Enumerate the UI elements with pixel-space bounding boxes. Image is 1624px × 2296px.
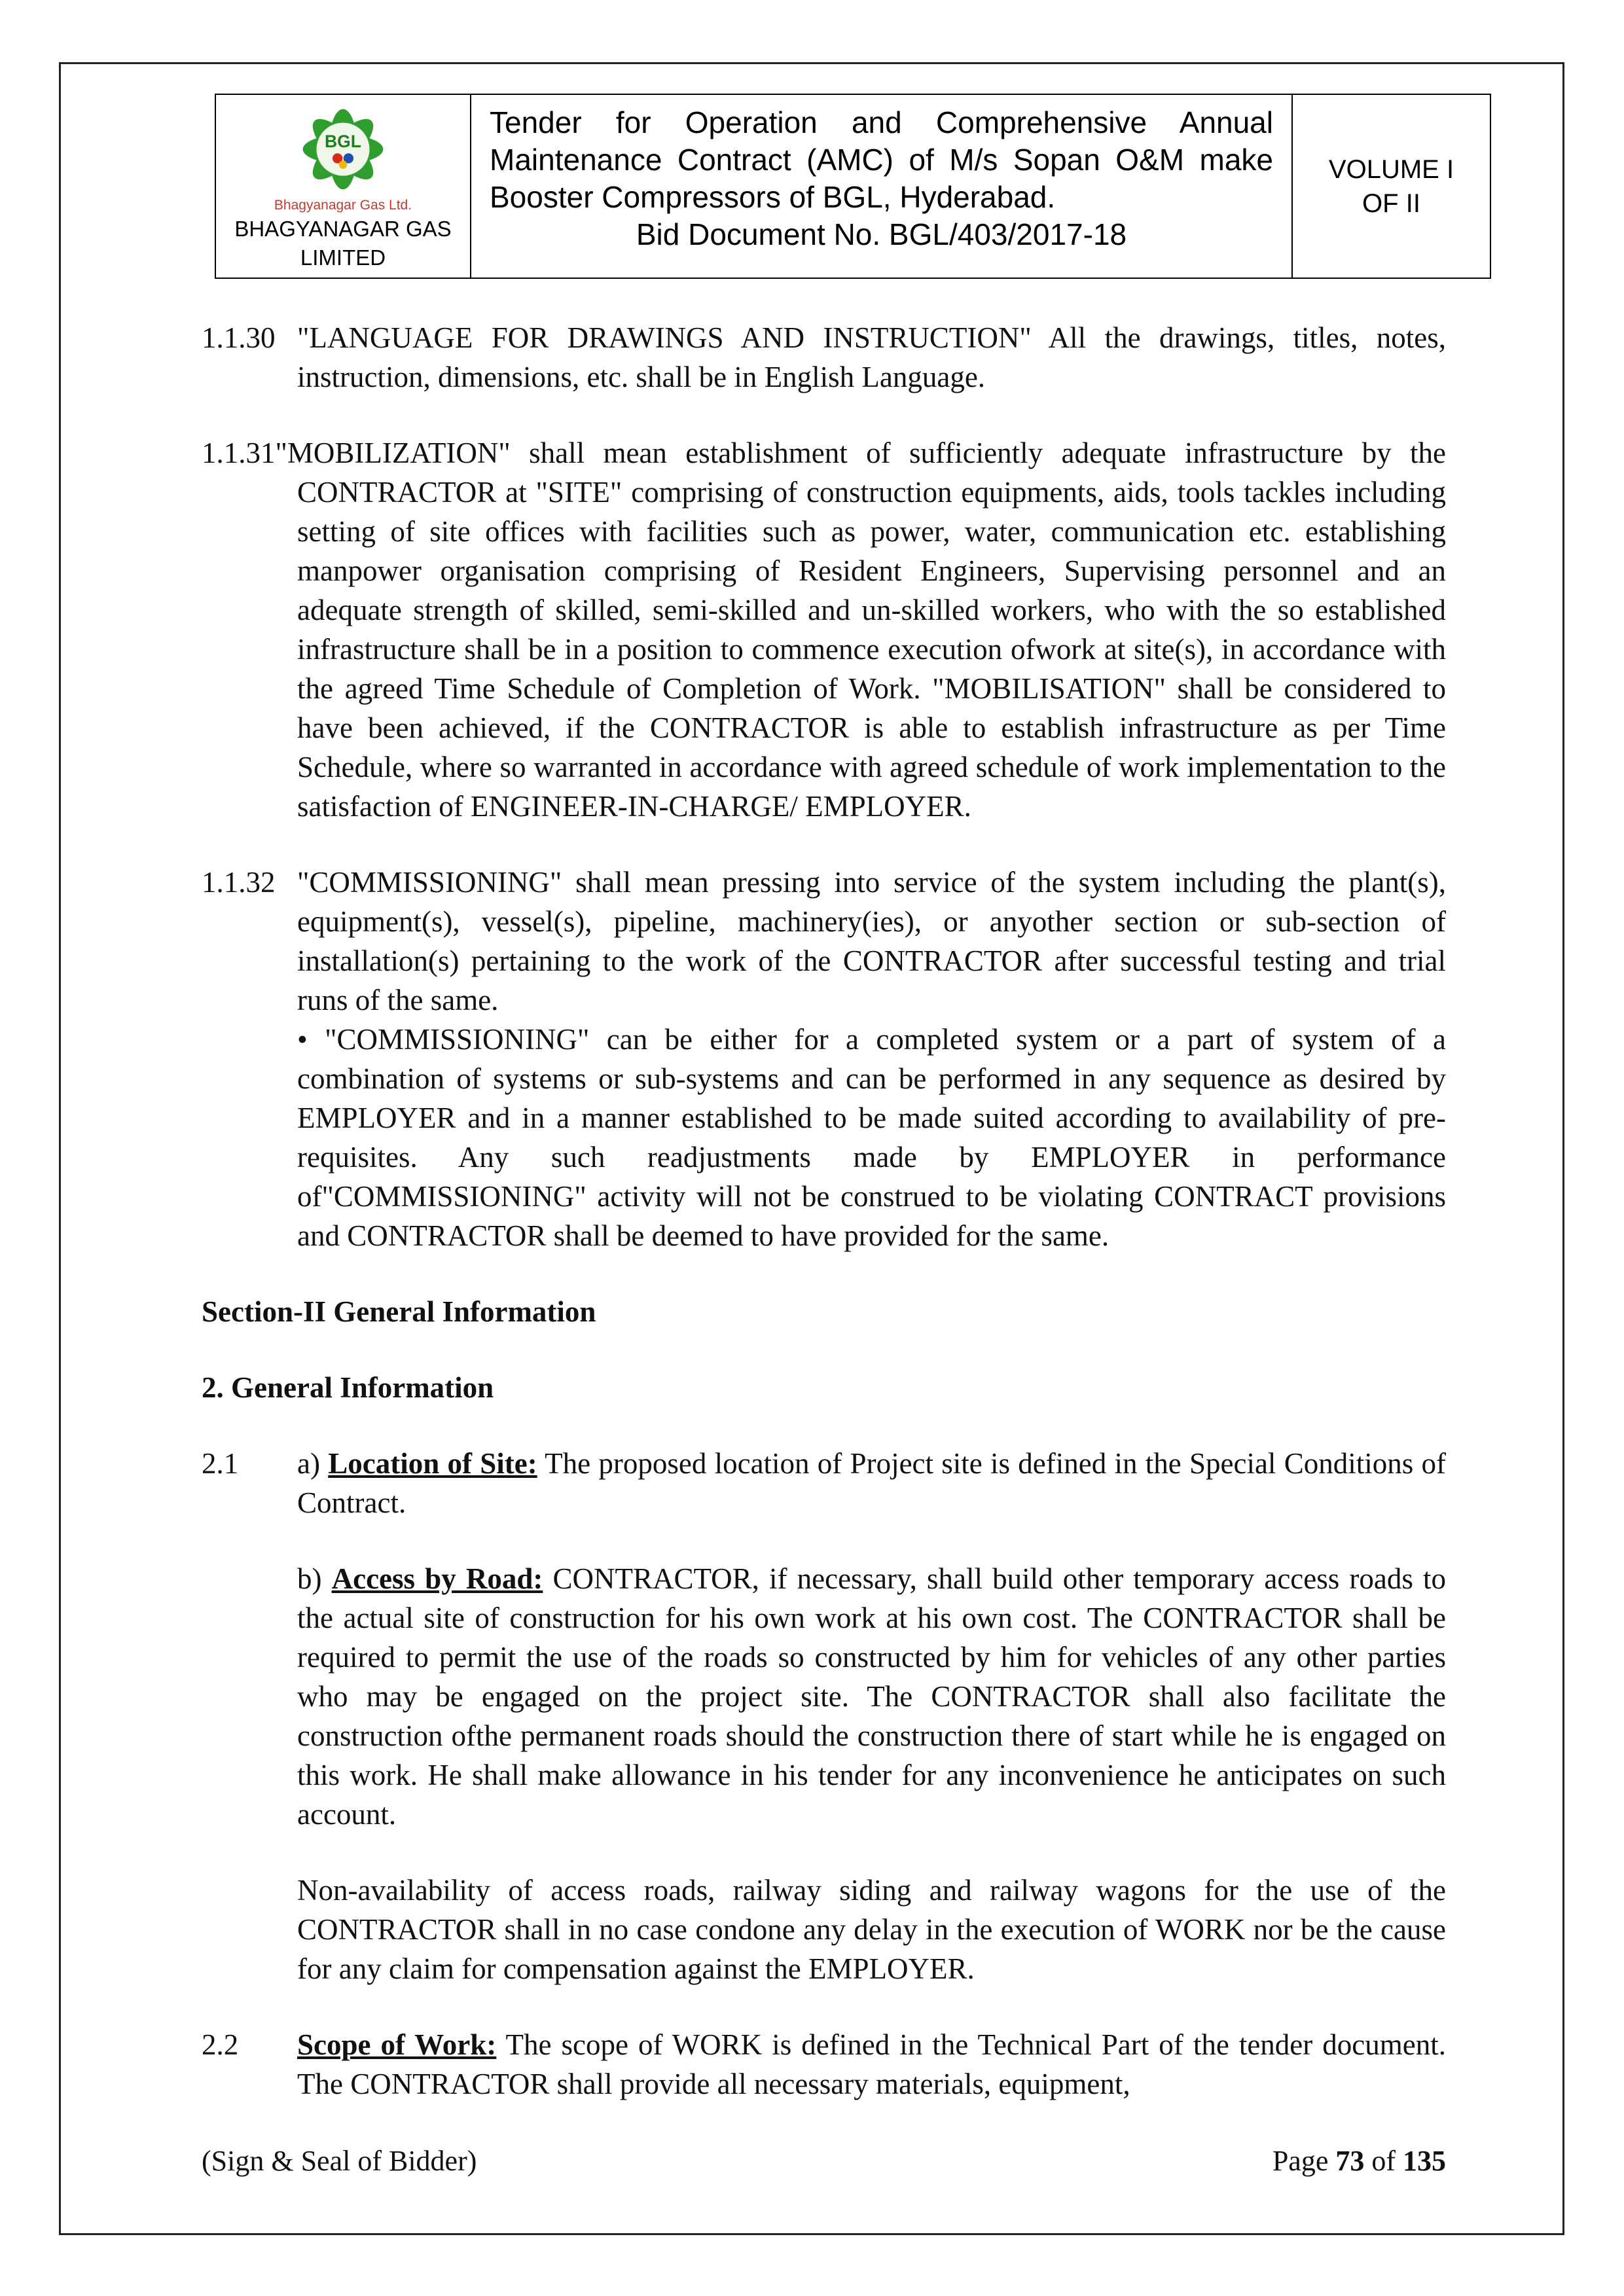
clause-body: "MOBILIZATION" shall mean establishment of sufficiently adequate infrastructure by the CONTRACTOR at "SITE" comprising of construction equipments, aids, tools tackles including setting of site offices with facilities such as power, water, communication etc. establishing manpower organisation comprising of Resident Engineers, Supervising personnel and an adequate strength of skilled, semi-skilled and un-skilled workers, who with the so established infrastructure shall be in a position to commence execution ofwork at site(s), in accordance with the agreed Time Schedule of Completion of Work. "MOBILISATION" shall be considered to have been achieved, if the CONTRACTOR is able to establish infrastructure as per Time Schedule, where so warranted in accordance with agreed schedule of work implementation to the satisfaction of ENGINEER-IN-CHARGE/ EMPLOYER. <box>275 437 1446 823</box>
item-prefix: b) <box>297 1562 332 1595</box>
document-body <box>202 318 1446 2104</box>
svg-text:BGL: BGL <box>325 132 361 152</box>
document-header <box>215 94 1491 279</box>
logo-tagline: Bhagyanagar Gas Ltd. <box>274 198 412 213</box>
clause-text: "LANGUAGE FOR DRAWINGS AND INSTRUCTION" All the drawings, titles, notes, instruction, dimensions, etc. shall be in English Language. <box>297 321 1446 393</box>
general-info-heading: 2. General Information <box>202 1371 494 1404</box>
page-indicator <box>1272 2144 1446 2178</box>
item-text: The proposed location of Project site is defined in the Special Conditions of Contract. <box>297 1447 1446 1519</box>
item-text: The scope of WORK is defined in the Technical Part of the tender document. The CONTRACTOR shall provide all necessary materials, equipment, <box>297 2028 1447 2100</box>
scope-of-work-paragraph <box>297 2025 1446 2104</box>
scope-of-work-lead: Scope of Work: <box>297 2028 497 2061</box>
clause-1-1-32 <box>202 863 1446 1255</box>
item-text: CONTRACTOR, if necessary, shall build other temporary access roads to the actual site of construction for his own work at his own cost. The CONTRACTOR shall be required to permit the use of the roads so constructed by him for vehicles of any other parties who may be engaged on the project site. The CONTRACTOR shall also facilitate the construction ofthe permanent roads should the construction there of start while he is engaged on this work. He shall make allowance in his tender for any inconvenience he anticipates on such account. <box>297 1562 1446 1831</box>
company-name-line2: LIMITED <box>300 245 386 270</box>
of-word: of <box>1364 2145 1403 2177</box>
clause-2-1-a <box>297 1444 1446 1522</box>
title-cell <box>471 95 1293 278</box>
clause-number: 2.1 <box>202 1447 239 1480</box>
tender-title: Tender for Operation and Comprehensive Annual Maintenance Contract (AMC) of M/s Sopan O&M make Booster Compressors of BGL, Hyderabad. <box>490 105 1273 214</box>
bgl-logo-icon <box>288 105 398 193</box>
access-by-road-lead: Access by Road: <box>331 1562 543 1595</box>
clause-2-1 <box>202 1444 1446 1988</box>
page-number: 73 <box>1335 2145 1365 2177</box>
clause-number: 1.1.31 <box>202 437 276 469</box>
clause-2-2 <box>202 2025 1446 2104</box>
clause-2-1-continuation: Non-availability of access roads, railway siding and railway wagons for the use of the CONTRACTOR shall in no case condone any delay in the execution of WORK nor be the cause for any claim for compensation against the EMPLOYER. <box>297 1874 1446 1985</box>
volume-line1: VOLUME I <box>1328 154 1454 184</box>
page-footer <box>202 2144 1446 2178</box>
clause-paragraph-2: • "COMMISSIONING" can be either for a completed system or a part of system of a combination of systems or sub-systems and can be performed in any sequence as desired by EMPLOYER and in a manner established to be made suited according to availability of pre-requisites. Any such readjustments made by EMPLOYER in performance of"COMMISSIONING" activity will not be construed to be violating CONTRACT provisions and CONTRACTOR shall be deemed to have provided for the same. <box>297 1023 1446 1252</box>
page-total: 135 <box>1403 2145 1446 2177</box>
clause-paragraph-1: "COMMISSIONING" shall mean pressing into service of the system including the plant(s), equipment(s), vessel(s), pipeline, machinery(ies), or anyother section or sub-section of installation(s) pertaining to the work of the CONTRACTOR after successful testing and trial runs of the same. <box>297 866 1446 1016</box>
logo-cell <box>216 95 471 278</box>
section-2-heading: Section-II General Information <box>202 1295 596 1328</box>
company-name-line1: BHAGYANAGAR GAS <box>234 217 452 241</box>
location-of-site-lead: Location of Site: <box>328 1447 537 1480</box>
clause-2-1-b <box>297 1559 1446 1834</box>
page-border <box>59 62 1564 2235</box>
item-prefix: a) <box>297 1447 329 1480</box>
volume-cell <box>1293 95 1490 278</box>
page-word: Page <box>1272 2145 1336 2177</box>
clause-1-1-30 <box>202 318 1446 397</box>
clause-1-1-31 <box>202 433 1446 826</box>
volume-line2: OF II <box>1362 188 1420 218</box>
clause-number: 2.2 <box>202 2028 239 2061</box>
clause-number: 1.1.30 <box>202 321 276 354</box>
page-content <box>61 64 1562 2233</box>
clause-text <box>202 433 1446 826</box>
clause-number: 1.1.32 <box>202 866 276 899</box>
bid-document-number: Bid Document No. BGL/403/2017-18 <box>636 217 1127 251</box>
sign-seal-label: (Sign & Seal of Bidder) <box>202 2145 477 2177</box>
